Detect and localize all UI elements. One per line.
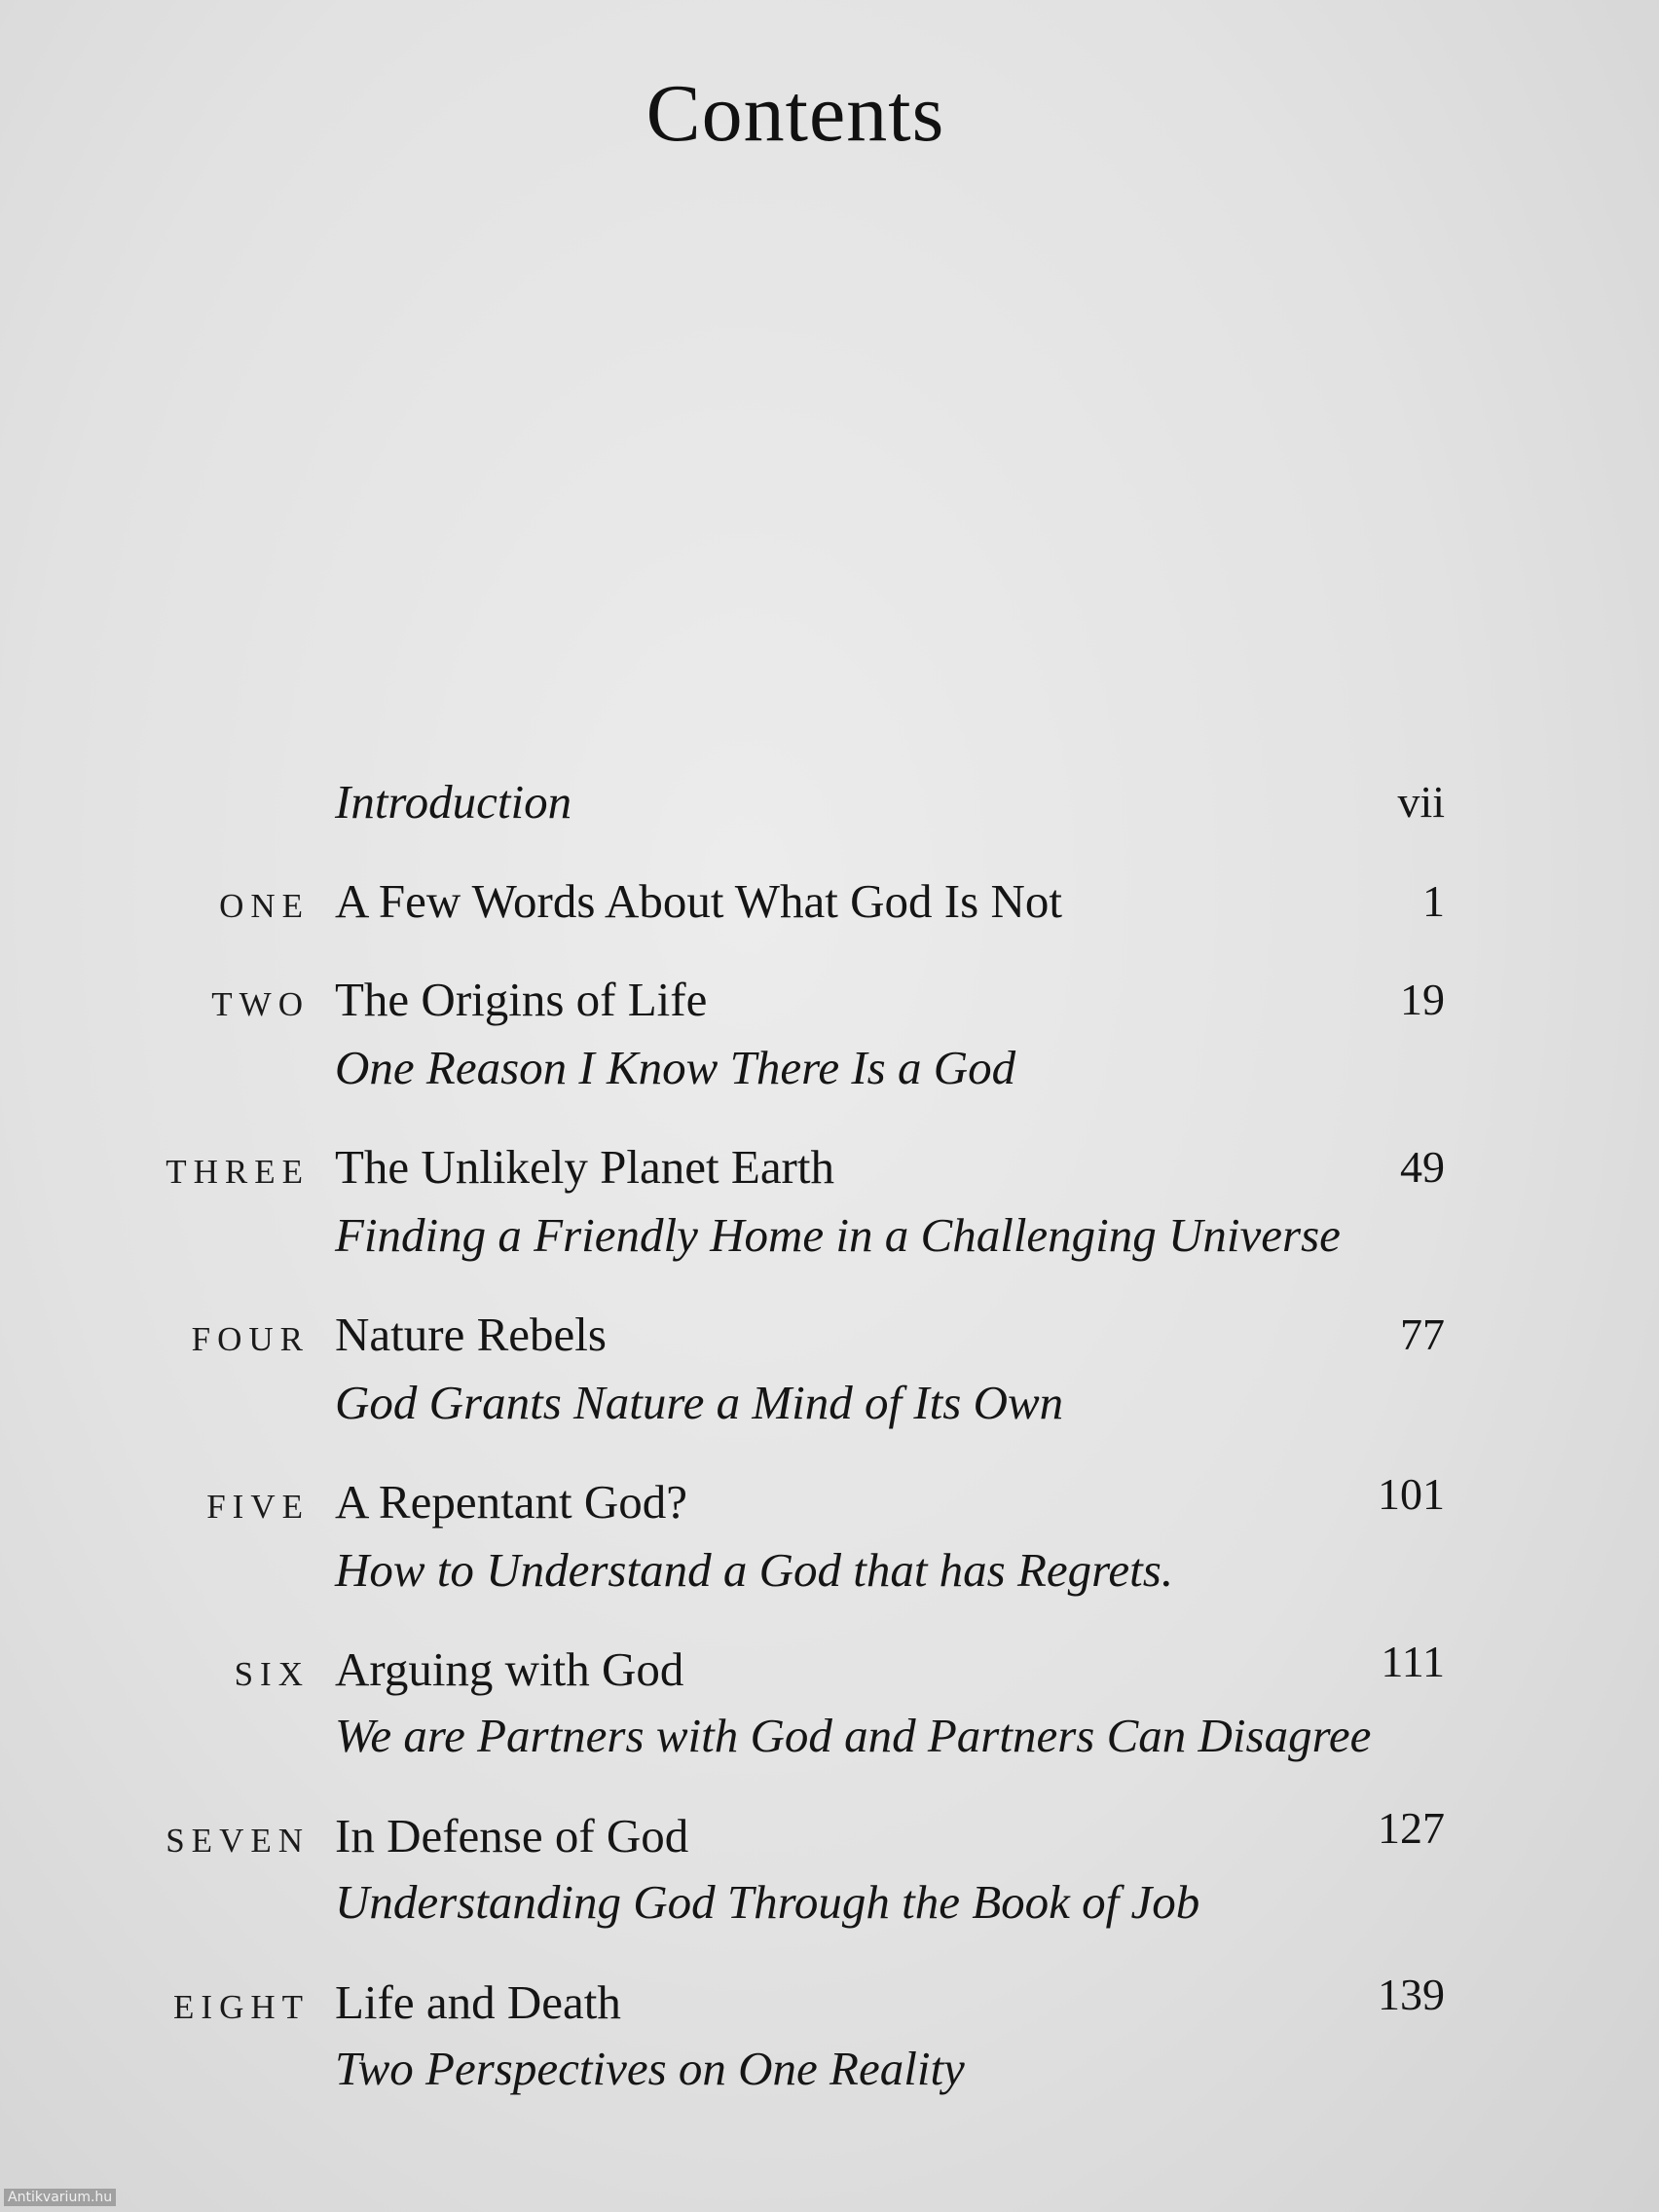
chapter-number: SIX — [234, 1655, 310, 1693]
page-title: Contents — [645, 68, 945, 159]
page-number: 77 — [1400, 1309, 1445, 1359]
chapter-title: The Origins of Life — [335, 973, 708, 1026]
page-number: vii — [1397, 777, 1445, 827]
chapter-subtitle: God Grants Nature a Mind of Its Own — [335, 1376, 1064, 1429]
chapter-subtitle: How to Understand a God that has Regrets. — [335, 1543, 1174, 1597]
chapter-number: FIVE — [206, 1488, 310, 1526]
chapter-subtitle: Understanding God Through the Book of Job — [335, 1875, 1200, 1929]
chapter-number: THREE — [166, 1153, 310, 1191]
chapter-number: TWO — [211, 985, 310, 1023]
chapter-title: Arguing with God — [335, 1642, 684, 1696]
watermark: Antikvarium.hu — [4, 2189, 116, 2206]
chapter-title: Nature Rebels — [335, 1308, 607, 1361]
page-number: 19 — [1400, 975, 1445, 1024]
page-number: 127 — [1378, 1803, 1445, 1853]
chapter-title: The Unlikely Planet Earth — [335, 1140, 834, 1194]
page-number: 111 — [1381, 1637, 1445, 1686]
chapter-number: EIGHT — [173, 1988, 310, 2026]
chapter-title: Introduction — [335, 775, 572, 829]
chapter-subtitle: Finding a Friendly Home in a Challenging Universe — [335, 1208, 1341, 1262]
chapter-title: A Few Words About What God Is Not — [335, 874, 1062, 928]
page-number: 1 — [1422, 876, 1445, 926]
chapter-number: SEVEN — [166, 1822, 310, 1860]
chapter-title: A Repentant God? — [335, 1475, 687, 1529]
page-number: 101 — [1378, 1469, 1445, 1519]
chapter-subtitle: One Reason I Know There Is a God — [335, 1041, 1016, 1094]
chapter-subtitle: Two Perspectives on One Reality — [335, 2042, 965, 2095]
chapter-number: ONE — [219, 887, 310, 925]
page-number: 139 — [1378, 1970, 1445, 2019]
chapter-title: In Defense of God — [335, 1809, 689, 1862]
chapter-title: Life and Death — [335, 1975, 621, 2029]
chapter-subtitle: We are Partners with God and Partners Can Disagree — [335, 1709, 1372, 1762]
chapter-number: FOUR — [191, 1320, 310, 1358]
page-number: 49 — [1400, 1142, 1445, 1192]
